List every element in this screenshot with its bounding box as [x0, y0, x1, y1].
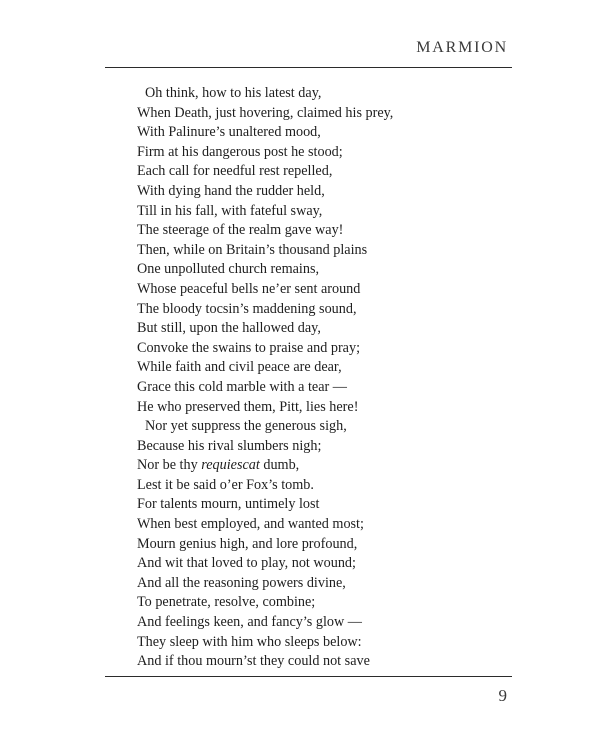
poem-line-text: Then, while on Britain’s thousand plains	[137, 241, 368, 258]
poem-line	[137, 202, 497, 222]
poem-line-text: Grace this cold marble with a tear —	[137, 378, 347, 395]
poem-line	[137, 417, 497, 437]
poem-line	[137, 456, 497, 476]
poem-line-text: With Palinure’s unaltered mood,	[137, 124, 321, 141]
poem-line	[137, 104, 497, 124]
poem-line-text: He who preserved them, Pitt, lies here!	[137, 398, 359, 415]
poem-line-text: Nor yet suppress the generous sigh,	[145, 418, 347, 435]
poem-line	[137, 300, 497, 320]
poem-text	[137, 84, 497, 672]
poem-line-text: Convoke the swains to praise and pray;	[137, 339, 361, 356]
poem-line	[137, 319, 497, 339]
poem-line-text: While faith and civil peace are dear,	[137, 359, 342, 376]
poem-line-text: When best employed, and wanted most;	[137, 516, 364, 533]
poem-line	[137, 398, 497, 418]
poem-line	[137, 280, 497, 300]
running-title: MARMION	[416, 39, 508, 56]
poem-line-text: And wit that loved to play, not wound;	[137, 555, 356, 572]
poem-line	[137, 260, 497, 280]
poem-line	[137, 574, 497, 594]
poem-italic-word: requiescat	[201, 457, 260, 474]
poem-line-text: Mourn genius high, and lore profound,	[137, 535, 358, 552]
poem-line	[137, 476, 497, 496]
poem-line	[137, 84, 497, 104]
poem-line	[137, 535, 497, 555]
poem-line	[137, 241, 497, 261]
footer-rule	[105, 676, 512, 677]
poem-line-text: Oh think, how to his latest day,	[145, 85, 322, 101]
poem-line	[137, 221, 497, 241]
poem-line	[137, 182, 497, 202]
poem-line-text: The bloody tocsin’s maddening sound,	[137, 300, 357, 317]
poem-line-text: Till in his fall, with fateful sway,	[137, 202, 323, 219]
poem-line	[137, 633, 497, 653]
header-rule	[105, 67, 512, 68]
poem-line-text: Because his rival slumbers nigh;	[137, 437, 322, 454]
poem-line	[137, 358, 497, 378]
poem-line	[137, 339, 497, 359]
poem-line	[137, 495, 497, 515]
poem-line-text: Firm at his dangerous post he stood;	[137, 143, 343, 160]
poem-line	[137, 378, 497, 398]
page-number: 9	[498, 686, 507, 705]
poem-line	[137, 437, 497, 457]
poem-line	[137, 143, 497, 163]
poem-line-text: With dying hand the rudder held,	[137, 182, 325, 199]
poem-line-text: Lest it be said o’er Fox’s tomb.	[137, 476, 314, 493]
poem-line-text: Each call for needful rest repelled,	[137, 163, 333, 180]
poem-line	[137, 515, 497, 535]
poem-line	[137, 162, 497, 182]
poem-line	[137, 554, 497, 574]
poem-line-text: They sleep with him who sleeps below:	[137, 633, 362, 650]
poem-line-text: The steerage of the realm gave way!	[137, 222, 344, 239]
poem-line-text: dumb,	[259, 457, 300, 474]
poem-line	[137, 652, 497, 672]
poem-line-text: Nor be thy	[137, 457, 202, 474]
poem-line-text: To penetrate, resolve, combine;	[137, 594, 316, 611]
poem-line-text: But still, upon the hallowed day,	[137, 320, 321, 337]
poem-line	[137, 593, 497, 613]
poem-line-text: When Death, just hovering, claimed his prey,	[137, 104, 394, 121]
poem-line-text: Whose peaceful bells ne’er sent around	[137, 280, 361, 297]
poem-line-text: And if thou mourn’st they could not save	[137, 653, 370, 670]
poem-line	[137, 613, 497, 633]
poem-line-text: One unpolluted church remains,	[137, 261, 320, 278]
poem-line	[137, 123, 497, 143]
poem-line-text: For talents mourn, untimely lost	[137, 496, 320, 513]
poem-line-text: And all the reasoning powers divine,	[137, 574, 346, 591]
poem-line-text: And feelings keen, and fancy’s glow —	[137, 614, 362, 631]
